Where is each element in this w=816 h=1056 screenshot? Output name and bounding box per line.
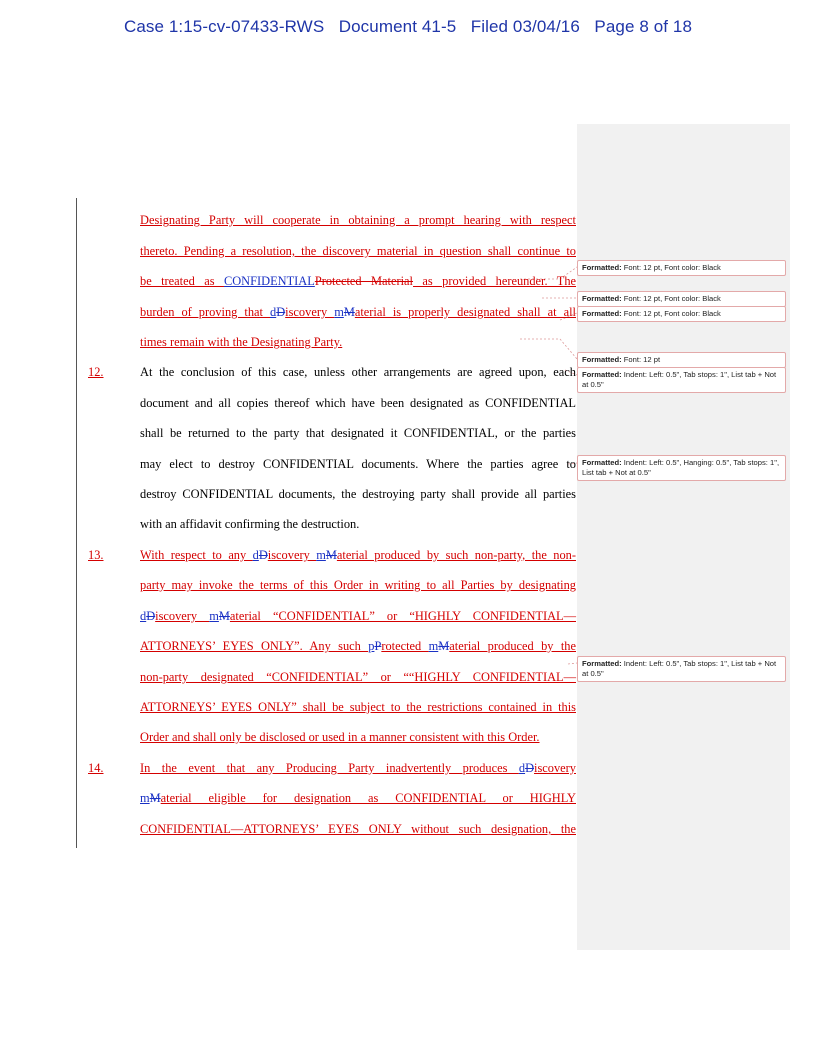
text-line: dDiscovery mMaterial “CONFIDENTIAL” or “HIGHLY CONFIDENTIAL— (140, 609, 576, 623)
numbered-paragraph-13: 13. With respect to any dDiscovery mMaterial produced by such non-party, the non- (88, 548, 576, 562)
formatting-comment[interactable]: Formatted: Font: 12 pt, Font color: Black (577, 260, 786, 276)
text-line: burden of proving that dDiscovery mMaterial is properly designated shall at all (140, 305, 576, 319)
text-line: shall be returned to the party that designated it CONFIDENTIAL, or the parties (140, 426, 576, 440)
text-line: party may invoke the terms of this Order in writing to all Parties by designating (140, 578, 576, 592)
page-header (0, 17, 816, 37)
filed-date: Filed 03/04/16 (470, 17, 580, 36)
formatting-comment[interactable]: Formatted: Indent: Left: 0.5", Tab stops: 1", List tab + Not at 0.5" (577, 656, 786, 682)
case-number: Case 1:15-cv-07433-RWS (123, 17, 325, 36)
page-number: Page 8 of 18 (594, 17, 693, 36)
comment-margin-pane (577, 124, 790, 950)
formatting-comment[interactable]: Formatted: Indent: Left: 0.5", Hanging: 0.5", Tab stops: 1", List tab + Not at 0.5" (577, 455, 786, 481)
text-line: destroy CONFIDENTIAL documents, the destroying party shall provide all parties (140, 487, 576, 501)
text-line: ATTORNEYS’ EYES ONLY” shall be subject to the restrictions contained in this (140, 700, 576, 714)
formatting-comment[interactable]: Formatted: Indent: Left: 0.5", Tab stops: 1", List tab + Not at 0.5" (577, 367, 786, 393)
text-line: non-party designated “CONFIDENTIAL” or ““HIGHLY CONFIDENTIAL— (140, 670, 576, 684)
text-line: times remain with the Designating Party. (140, 335, 343, 349)
document-number: Document 41-5 (338, 17, 457, 36)
text-line: ATTORNEYS’ EYES ONLY”. Any such pProtected mMaterial produced by the (140, 639, 576, 653)
text-line: Order and shall only be disclosed or used in a manner consistent with this Order. (140, 730, 540, 744)
text-line: document and all copies thereof which have been designated as CONFIDENTIAL (140, 396, 576, 410)
text-line: thereto. Pending a resolution, the discovery material in question shall continue to (140, 244, 576, 258)
formatting-comment[interactable]: Formatted: Font: 12 pt (577, 352, 786, 368)
text-line: may elect to destroy CONFIDENTIAL documents. Where the parties agree to (140, 457, 576, 471)
text-line: mMaterial eligible for designation as CONFIDENTIAL or HIGHLY (140, 791, 576, 805)
text-line: be treated as CONFIDENTIALProtected Material as provided hereunder. The (140, 274, 577, 288)
formatting-comment[interactable]: Formatted: Font: 12 pt, Font color: Black (577, 291, 786, 307)
text-line: CONFIDENTIAL—ATTORNEYS’ EYES ONLY without such designation, the (140, 822, 576, 836)
numbered-paragraph-14: 14. In the event that any Producing Party inadvertently produces dDiscovery (88, 761, 576, 775)
text-line: with an affidavit confirming the destruction. (140, 517, 360, 531)
numbered-paragraph-12: 12. At the conclusion of this case, unless other arrangements are agreed upon, each (88, 365, 576, 379)
text-line: Designating Party will cooperate in obtaining a prompt hearing with respect (140, 213, 576, 227)
formatting-comment[interactable]: Formatted: Font: 12 pt, Font color: Black (577, 306, 786, 322)
